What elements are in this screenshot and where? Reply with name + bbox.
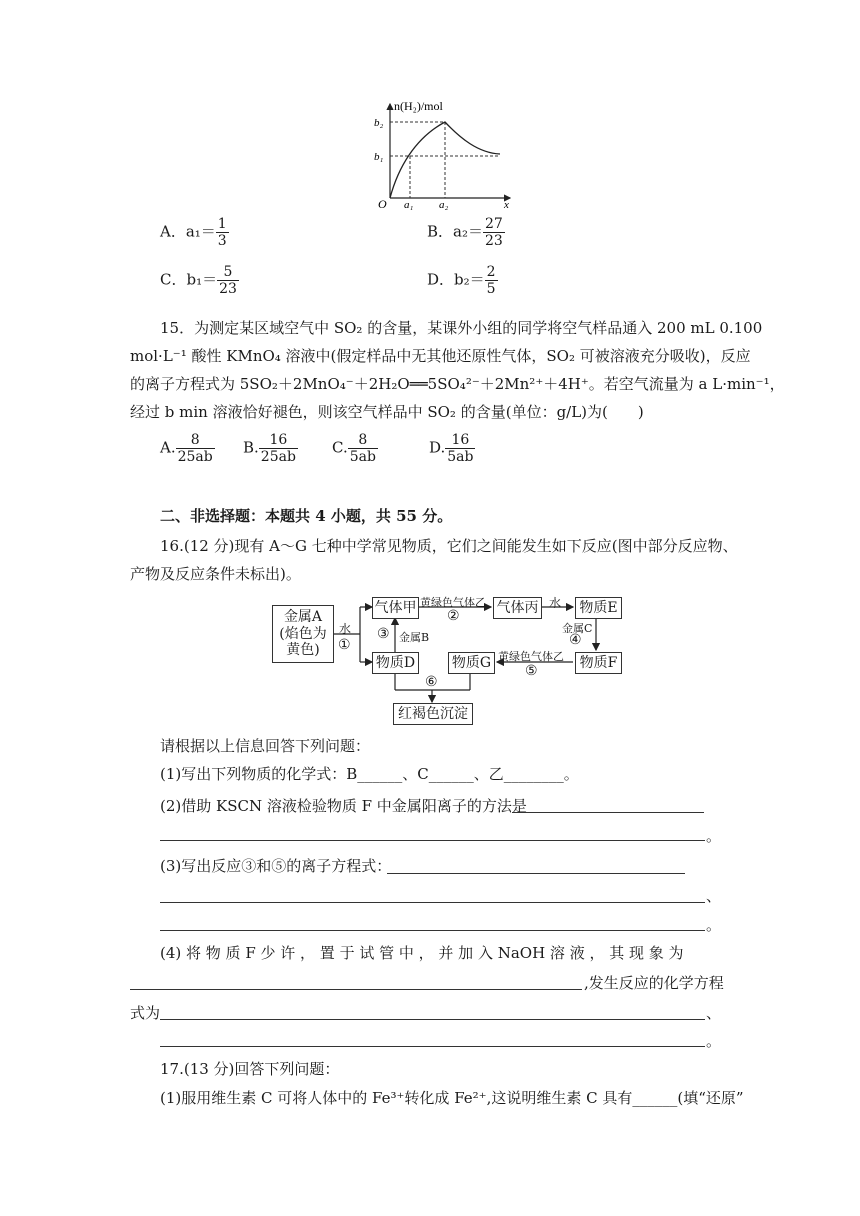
- answer-line[interactable]: [130, 989, 582, 990]
- box-metal-a: 金属A (焰色为 黄色): [272, 605, 334, 663]
- box-subst-g: 物质G: [448, 652, 495, 674]
- q16-part3: (3)写出反应③和⑤的离子方程式：: [160, 857, 392, 875]
- q17-title: 17.(13 分)回答下列问题：: [160, 1060, 340, 1078]
- label-yellow-green-2: 黄绿色气体乙: [498, 650, 564, 663]
- q15-line2: mol·L⁻¹ 酸性 KMnO₄ 溶液中(假定样品中无其他还原性气体，SO₂ 可被溶液充分吸收)，反应: [130, 347, 751, 365]
- label-water-2: 水: [549, 596, 562, 610]
- q16-part4-line3: 式为: [130, 1004, 161, 1022]
- answer-line[interactable]: [387, 873, 685, 874]
- label-yellow-green-1: 黄绿色气体乙: [420, 596, 486, 609]
- section-heading: 二、非选择题：本题共 4 小题，共 55 分。: [160, 507, 453, 525]
- q15-option-c: C. $\frac{8}{5ab}$: [332, 432, 376, 466]
- svg-text:a₂: a₂: [439, 199, 449, 210]
- q15-option-b: B. $\frac{16}{25ab}$: [243, 432, 296, 466]
- label-reaction-1: ①: [338, 637, 351, 653]
- period: 。: [706, 1032, 722, 1050]
- answer-line[interactable]: [160, 1046, 705, 1047]
- answer-line[interactable]: [160, 840, 705, 841]
- separator: 、: [706, 887, 722, 905]
- svg-text:b₂: b₂: [374, 117, 384, 129]
- q14-option-b: B．a₂＝ $\frac{27}{23}$: [427, 216, 503, 250]
- box-subst-f: 物质F: [575, 652, 622, 674]
- q17-part1: (1)服用维生素 C 可将人体中的 Fe³⁺转化成 Fe²⁺,这说明维生素 C 具有______(填“还原”: [160, 1089, 744, 1107]
- q16-part2: (2)借助 KSCN 溶液检验物质 F 中金属阳离子的方法是: [160, 797, 527, 815]
- label-metal-c: 金属C: [562, 622, 593, 635]
- q14-option-c: C．b₁＝ $\frac{5}{23}$: [160, 264, 237, 298]
- label-reaction-3: ③: [377, 626, 390, 642]
- svg-text:b₁: b₁: [374, 151, 384, 163]
- q16-intro-line2: 产物及反应条件未标出)。: [130, 565, 301, 583]
- box-gas-jia: 气体甲: [372, 597, 419, 619]
- label-reaction-4: ④: [569, 632, 582, 648]
- period: 。: [706, 827, 722, 845]
- q14-option-a: A．a₁＝ $\frac{1}{3}$: [160, 216, 227, 250]
- answer-line[interactable]: [160, 902, 705, 903]
- box-subst-d: 物质D: [372, 652, 419, 674]
- label-reaction-2: ②: [447, 608, 460, 624]
- label-metal-b: 金属B: [399, 631, 430, 644]
- period: 。: [706, 916, 722, 934]
- svg-text:a₁: a₁: [404, 199, 414, 210]
- q15-line4: 经过 b min 溶液恰好褪色，则该空气样品中 SO₂ 的含量(单位：g/L)为( ): [130, 403, 644, 421]
- q16-part1: (1)写出下列物质的化学式：B______、C______、乙________。: [160, 765, 579, 783]
- separator: 、: [706, 1004, 722, 1022]
- svg-text:x: x: [504, 199, 509, 210]
- q16-part4-line2: ,发生反应的化学方程: [584, 974, 724, 992]
- label-water-1: 水: [339, 622, 352, 636]
- box-subst-e: 物质E: [575, 597, 622, 619]
- q15-option-a: A. $\frac{8}{25ab}$: [160, 432, 213, 466]
- q15-line1: 15．为测定某区域空气中 SO₂ 的含量，某课外小组的同学将空气样品通入 200 mL 0.100: [160, 319, 763, 337]
- q14-option-d: D．b₂＝ $\frac{2}{5}$: [427, 264, 496, 298]
- label-reaction-6: ⑥: [425, 674, 438, 690]
- answer-line[interactable]: [160, 1019, 705, 1020]
- box-precipitate: 红褐色沉淀: [393, 703, 473, 725]
- label-reaction-5: ⑤: [525, 663, 538, 679]
- q16-ask: 请根据以上信息回答下列问题：: [160, 737, 371, 755]
- answer-line[interactable]: [512, 812, 704, 813]
- q15-option-d: D. $\frac{16}{5ab}$: [429, 432, 474, 466]
- y-label: n(H₂)/mol: [394, 99, 443, 113]
- q16-intro-line1: 16.(12 分)现有 A～G 七种中学常见物质，它们之间能发生如下反应(图中部分反应物、: [160, 537, 738, 555]
- box-gas-bing: 气体丙: [493, 597, 542, 619]
- q16-part4-line1: (4) 将 物 质 F 少 许 ， 置 于 试 管 中 ， 并 加 入 NaOH 溶 液 ， 其 现 象 为: [160, 944, 684, 962]
- svg-text:O: O: [378, 197, 387, 210]
- answer-line[interactable]: [160, 930, 705, 931]
- q15-line3: 的离子方程式为 5SO₂＋2MnO₄⁻＋2H₂O══5SO₄²⁻＋2Mn²⁺＋4H⁺。若空气流量为 a L·min⁻¹，: [130, 375, 785, 393]
